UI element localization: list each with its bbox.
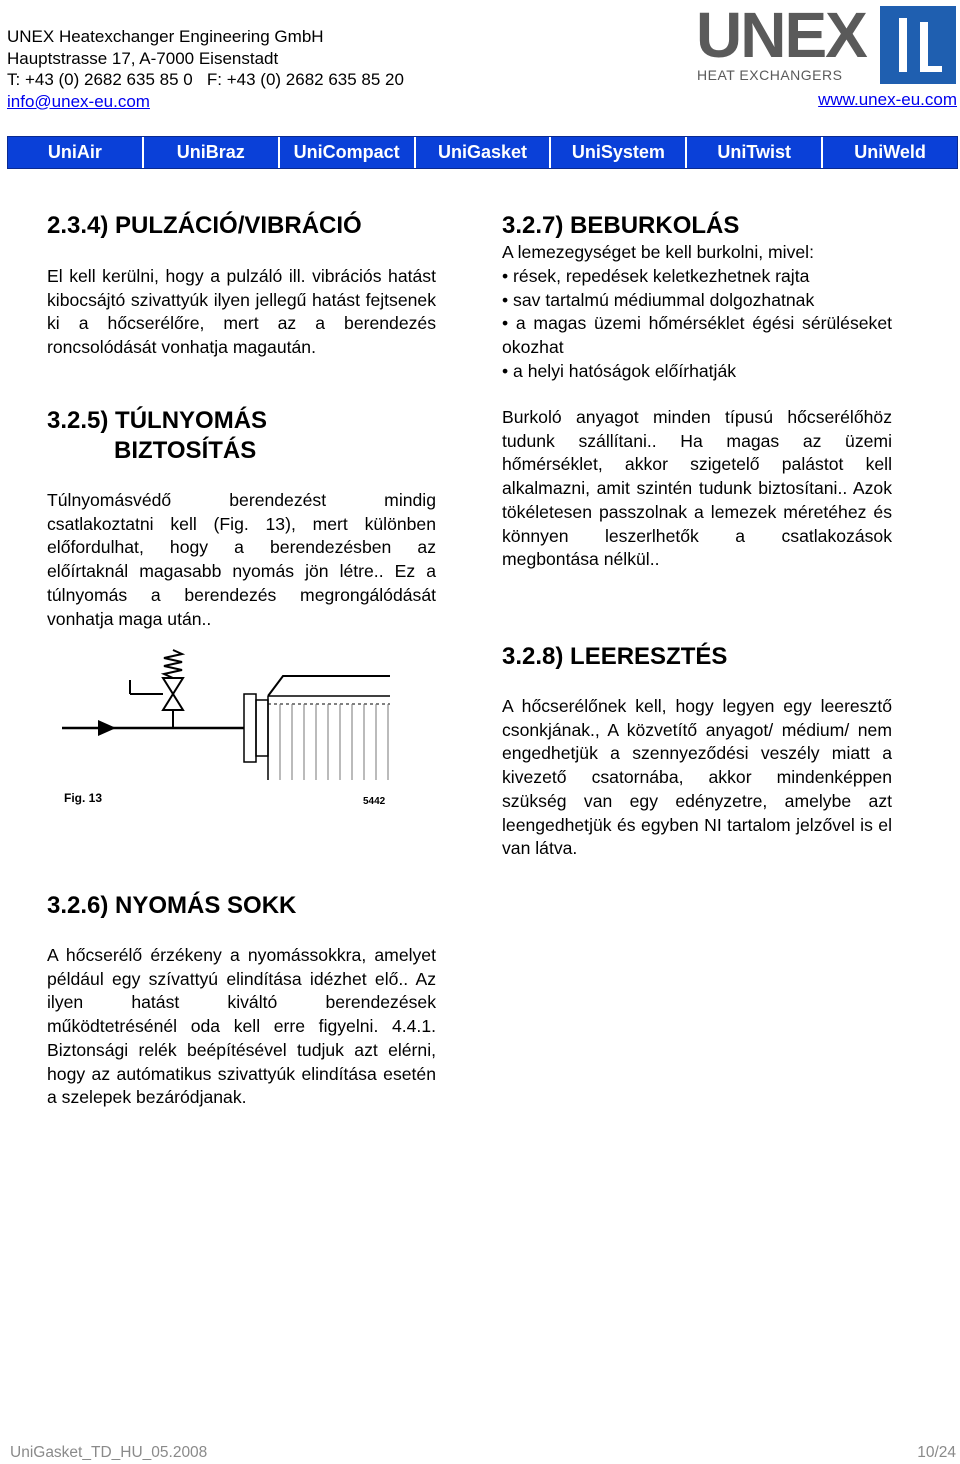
overpressure-title-line1: 3.2.5) TÚLNYOMÁS: [47, 407, 268, 434]
list-item: • rések, repedések keletkezhetnek rajta: [502, 266, 810, 286]
company-name: UNEX Heatexchanger Engineering GmbH: [7, 27, 324, 46]
nav-unisystem[interactable]: UniSystem: [551, 137, 687, 168]
email-link[interactable]: info@unex-eu.com: [7, 91, 150, 111]
section-title-draining: 3.2.8) LEERESZTÉS: [502, 643, 728, 670]
logo-emblem: [880, 6, 956, 84]
website-link[interactable]: www.unex-eu.com: [818, 90, 957, 109]
section-title-overpressure: [47, 406, 436, 466]
product-navbar: [7, 136, 958, 169]
section-title-pulsation: 2.3.4) PULZÁCIÓ/VIBRÁCIÓ: [47, 212, 362, 239]
logo-subtitle: HEAT EXCHANGERS: [697, 67, 843, 83]
nav-unibraz[interactable]: UniBraz: [144, 137, 280, 168]
company-address: Hauptstrasse 17, A-7000 Eisenstadt: [7, 48, 279, 68]
nav-unicompact[interactable]: UniCompact: [280, 137, 416, 168]
figure-13: [58, 648, 390, 810]
section-title-cladding: 3.2.7) BEBURKOLÁS: [502, 212, 740, 239]
company-info: [7, 26, 404, 112]
list-item: • a helyi hatóságok előírhatják: [502, 360, 737, 381]
section-text-overpressure: Túlnyomásvédő berendezést mindig csatlakoztatni kell (Fig. 13), mert különben előfordulhat, hogy a berendezésben az előírtaknál magasabb nyomás jön létre.. Ez a túlnyomás a berendezés megrongálódását vonhatja maga után..: [47, 490, 436, 629]
section-text-draining: A hőcserélőnek kell, hogy legyen egy leeresztő csonkjának., A közvetítő anyagot/ médium/ nem engedhetjük a szennyeződési veszély miatt a kivezető csatornába, akkor mindenképpen szükség van egy edényzetre, amelybe azt leengedhetjük és egyben NI tartalom jelzővel is el van látva.: [502, 696, 892, 859]
section-text-cladding: Burkoló anyagot minden típusú hőcserélőhöz tudunk szállítani.. Ha magas az üzemi hőmérséklet, akkor szigetelő palástot kell alkalmazni, amit szintén tudunk biztosítani.. Azok tökéletesen passzolnak a lemezek méretéhez és könnyen leszerlhetők a csatlakozások megbontása nélkül..: [502, 407, 892, 570]
list-item: • a magas üzemi hőmérséklet égési sérüléseket okozhat: [502, 313, 892, 358]
document-id: UniGasket_TD_HU_05.2008: [10, 1444, 208, 1461]
nav-unitwist[interactable]: UniTwist: [687, 137, 823, 168]
list-item: • sav tartalmú médiummal dolgozhatnak: [502, 289, 815, 310]
nav-uniair[interactable]: UniAir: [8, 137, 144, 168]
overpressure-title-line2: BIZTOSÍTÁS: [114, 437, 257, 464]
figure-number: 5442: [363, 796, 386, 807]
section-title-pressure-shock: 3.2.6) NYOMÁS SOKK: [47, 892, 297, 919]
section-text-pulsation: El kell kerülni, hogy a pulzáló ill. vibrációs hatást kibocsájtó szivattyúk ilyen jellegű hatást fejtsenek ki a hőcserélőre, mert az a berendezés roncsolódását vonhatja magaután.: [47, 266, 436, 358]
cladding-intro: A lemezegységet be kell burkolni, mivel:: [502, 242, 814, 262]
logo-wordmark: UNEX: [696, 4, 866, 71]
section-text-pressure-shock: A hőcserélő érzékeny a nyomássokkra, amelyet például egy szívattyú elindítása idézhet elő.. Az ilyen hatást kiváltó berendezések működtetrésénél oda kell erre figyelni. 4.4.1. Biztonsági relék beépítésével tudjuk azt elérni, hogy az autómatikus szivattyúk elindítása esetén a szelepek bezáródjanak.: [47, 945, 436, 1108]
page-number: 10/24: [917, 1444, 956, 1461]
figure-label: Fig. 13: [64, 791, 103, 805]
nav-unigasket[interactable]: UniGasket: [416, 137, 552, 168]
unex-logo: [694, 4, 958, 86]
nav-uniweld[interactable]: UniWeld: [854, 142, 926, 162]
company-phone-fax: T: +43 (0) 2682 635 85 0 F: +43 (0) 2682 635 85 20: [7, 70, 404, 89]
cladding-bullet-list: [502, 265, 892, 384]
